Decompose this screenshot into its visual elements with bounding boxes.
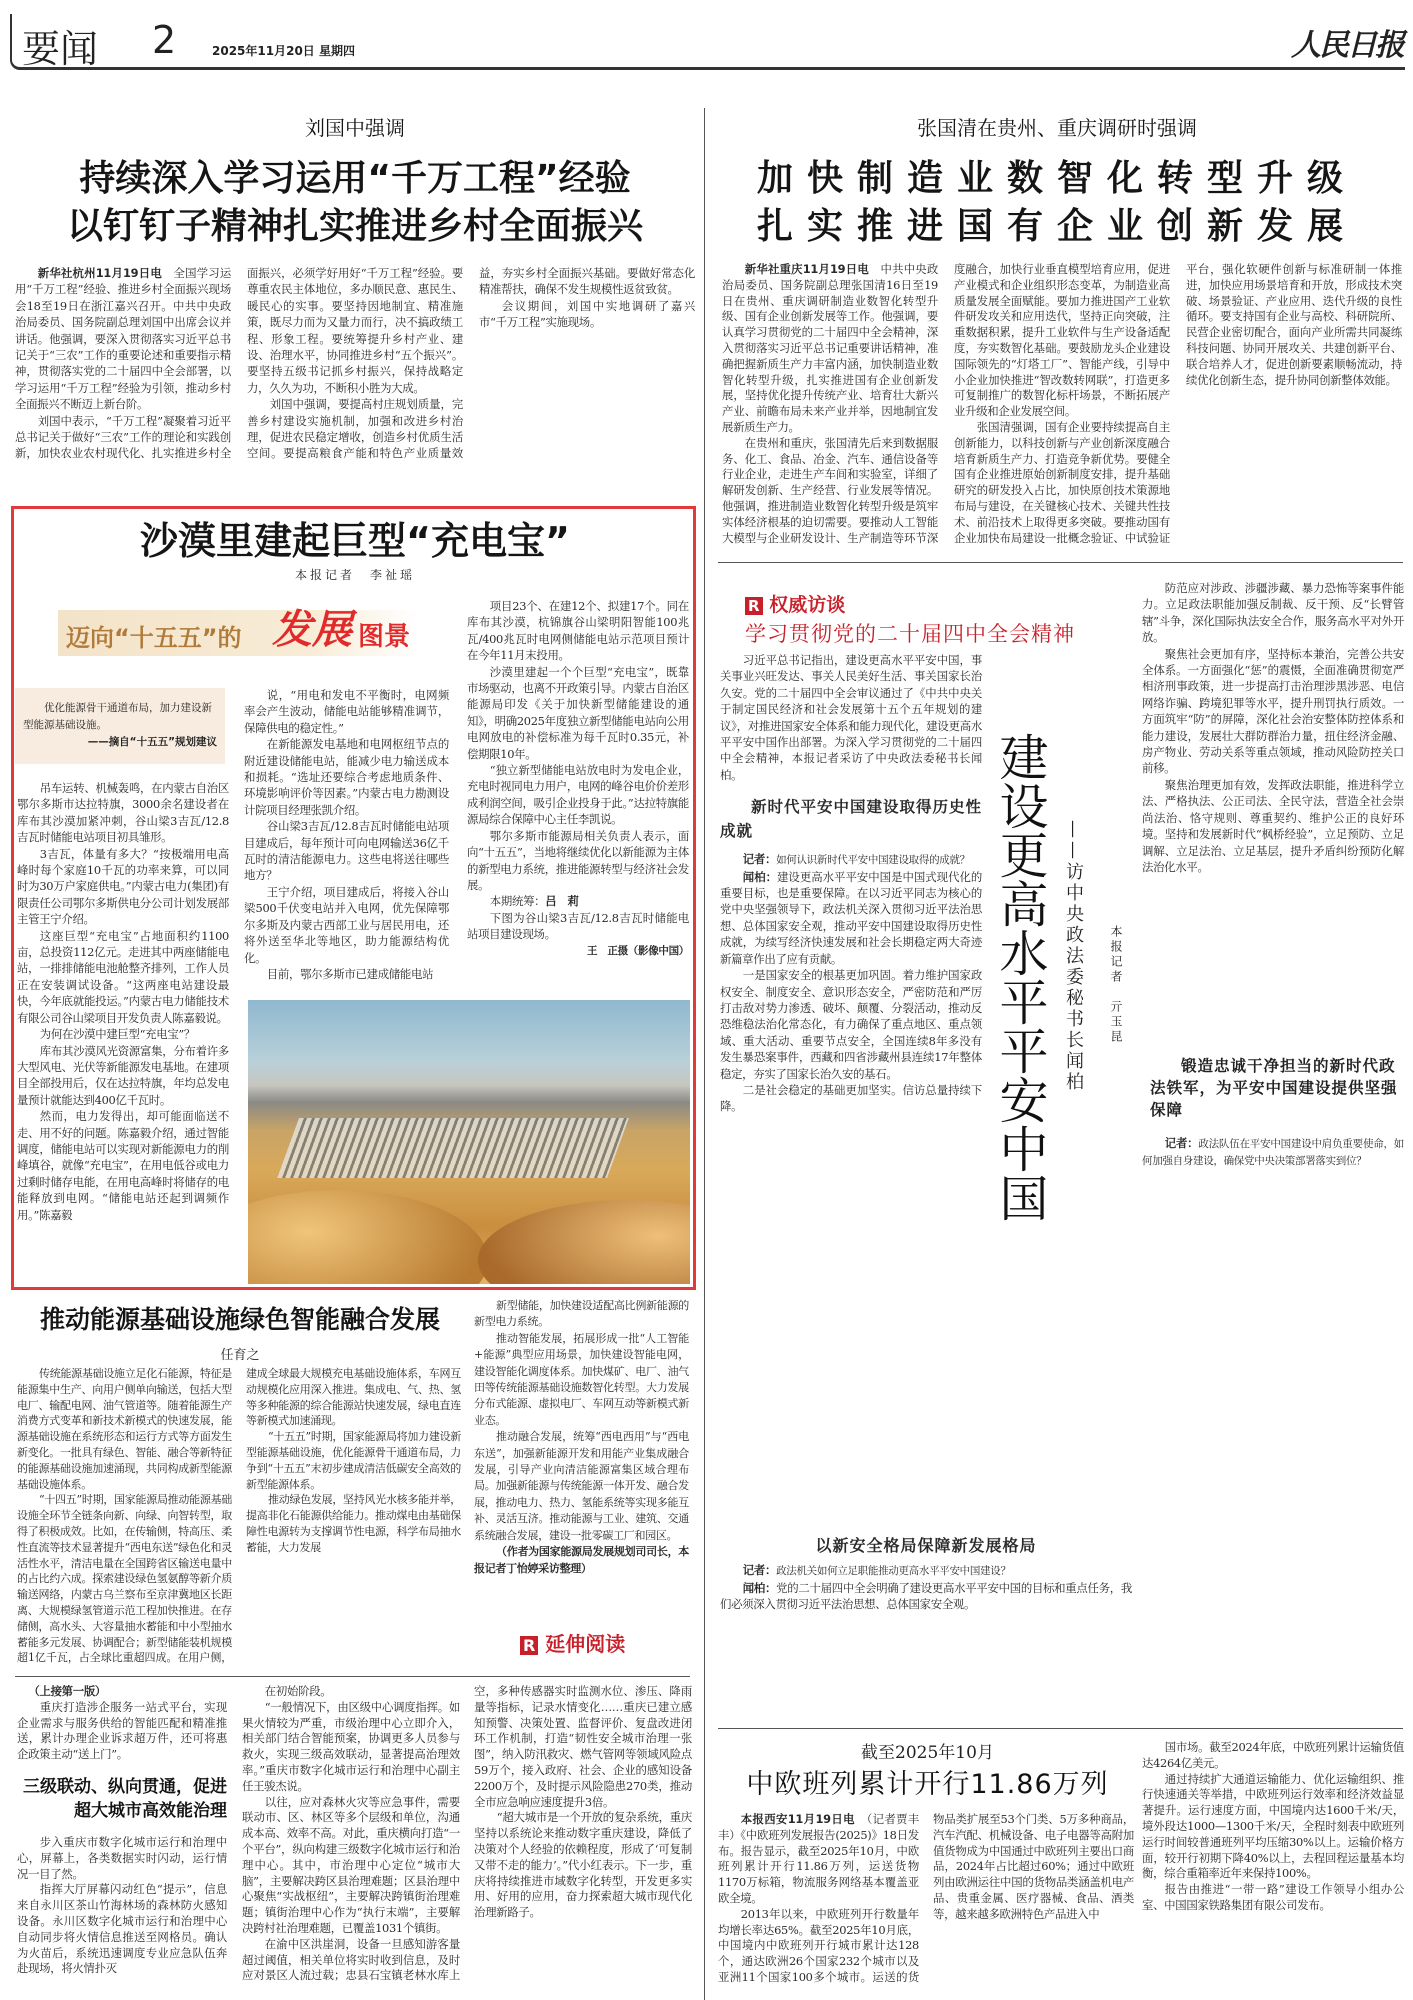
interview-subhead-3: 锻造忠诚干净担当的新时代政法铁军，为平安中国建设提供坚强保障 — [1150, 1057, 1398, 1119]
paragraph: 3吉瓦，体量有多大？“按极端用电高峰时每个家庭10千瓦的功率来算，可以同时为30万户家庭供电。”内蒙古电力(集团)有限责任公司鄂尔多斯供电分公司计划发展部主管王宁介绍。 — [17, 846, 229, 927]
paragraph: 谷山梁3吉瓦/12.8吉瓦时储能电站项目建成后，每年预计可向电网输送36亿千瓦时的清洁能源电力。这些电将送往哪些地方？ — [244, 819, 449, 883]
newspaper-logo: 人民日报 — [1291, 28, 1403, 63]
interview-right-lower — [1142, 1135, 1404, 1715]
paragraph: 张国清强调，国有企业要持续提高自主创新能力，以科技创新与产业创新深度融合培育新质生产力、打造竞争新优势。要健全国有企业推进原始创新制度安排，提升基础研究的研发投入占比，加快原创技术策源地布局与建设，在关键核心技术、关键共性技术、前沿技术上取得更多突破。要推动国有企业加快布局建设一批概念验证、中试验证平台，强化软硬件创新与标准研制一体推进，加快应用场景培育和开放，形成技术突破、场景验证、产业应用、迭代升级的良性循环。要支持国有企业与高校、科研院所、民营企业密切配合，面向产业所需共同凝练科技问题、协同开展攻关、共建创新平台、联合培养人才，促进创新要素顺畅流动，持续优化创新生态，提升协同创新整体效能。 — [954, 262, 1402, 545]
interview-column-tag — [745, 590, 845, 617]
paragraph: 在新能源发电基地和电网枢纽节点的附近建设储能电站，能减少电力输送成本和损耗。“选址还要综合考虑地质条件、环境影响评价等因素。”内蒙古电力勘测设计院项目经理张凯介绍。 — [244, 737, 449, 817]
center-divider — [704, 108, 705, 2000]
energy-headline: 推动能源基础设施绿色智能融合发展 — [39, 1305, 440, 1334]
interview-right-col — [1142, 580, 1404, 1050]
page-number: 2 — [152, 18, 177, 62]
energy-col-3-text — [474, 1298, 689, 1544]
interview-title: 建设更高水平平安中国 — [992, 732, 1049, 1222]
paragraph: “独立新型储能电站放电时为发电企业，充电时视同电力用户，电网的峰谷电价价差形成利润空间，吸引企业投身于此。”达拉特旗能源局综合保障中心主任李凯说。 — [467, 763, 689, 827]
interview-subhead-2: 以新安全格局保障新发展格局 — [815, 1536, 1037, 1555]
zhang-kicker: 张国清在贵州、重庆调研时强调 — [917, 116, 1197, 140]
paragraph: 这座巨型“充电宝”占地面积约1100亩，总投资112亿元。走进其中两座储能电站，一排排储能电池舱整齐排列，工作人员正在安装调试设备。“这两座电站建设最快，今年底就能投运。”内蒙古电力储能技术有限公司谷山梁项目开发负责人陈嘉毅说。 — [17, 928, 229, 1025]
paragraph: 防范应对涉政、涉疆涉藏、暴力恐怖等案事件能力。立足政法职能加强反制裁、反干预、反“长臂管辖”斗争，深化国际执法安全合作，服务高水平对外开放。 — [1142, 581, 1404, 645]
desert-col-1 — [17, 780, 229, 1285]
zhang-body — [722, 262, 1402, 558]
liu-headline-2: 以钉钉子精神扎实推进乡村全面振兴 — [66, 206, 643, 247]
liu-body — [15, 265, 695, 465]
photo-credit: 王 正摄（影像中国） — [587, 944, 689, 957]
paragraph: 本报西安11月19日电 （记者贾丰丰）《中欧班列发展报告(2025)》18日发布。报告显示，截至2025年10月，中欧班列累计开行11.86万列，运送货物1170万标箱，物流服务网络基本覆盖亚欧全境。 — [718, 1812, 919, 1905]
paragraph: 推动绿色发展，坚持风光水核多能并举，提高非化石能源供给能力。推动煤电由基础保障性电源转为支撑调节性电源，科学布局抽水蓄能，大力发展 — [246, 1493, 461, 1554]
zhang-headline-1: 加快制造业数智化转型升级 — [756, 158, 1357, 199]
paragraph: 2013年以来，中欧班列开行数量年均增长率达65%。截至2025年10月底，中国境内中欧班列开行城市累计达128个，通达欧洲26个国家232个城市以及亚洲11个国家100多个城市。运送的货物品类扩展至53个门类、5万多种商品，汽车汽配、机械设备、电子电器等高附加值货物成为中国通过中欧班列主要出口商品，2024年占比超过60%；通过中欧班列由欧洲运往中国的货物品类涵盖机电产品、贵重金属、医疗器械、食品、酒类等，越来越多欧洲特色产品进入中 — [718, 1812, 1134, 1984]
r-badge-icon: R — [745, 597, 763, 615]
chongqing-col-1a — [17, 1700, 227, 1763]
interview-intro — [720, 652, 982, 783]
paragraph: 吊车运转、机械轰鸣，在内蒙古自治区鄂尔多斯市达拉特旗，3000余名建设者在库布其沙漠加紧冲刺，谷山梁3吉瓦/12.8吉瓦时储能电站项目初具雏形。 — [17, 781, 229, 845]
zhang-headline-2: 扎实推进国有企业创新发展 — [756, 206, 1357, 247]
column-name: 权威访谈 — [769, 594, 846, 616]
energy-body — [17, 1366, 461, 1672]
interview-series: 学习贯彻党的二十届四中全会精神 — [745, 622, 1075, 646]
railway-kicker: 截至2025年10月 — [861, 1743, 994, 1763]
paragraph: 说，“用电和发电不平衡时，电网频率会产生波动，储能电站能够精准调节，保障供电的稳定性。” — [244, 688, 449, 735]
desert-byline: 本报记者 李祉瑶 — [294, 568, 415, 582]
paragraph: 目前，鄂尔多斯市已建成储能电站 — [266, 966, 434, 981]
paragraph: 传统能源基础设施立足化石能源，特征是能源集中生产、向用户侧单向输送，包括大型电厂、输配电网、油气管道等。随着能源生产消费方式变革和新技术新模式的快速发展，能源基础设施在系统形态和运行方式等方面发生新变化。一批具有绿色、智能、融合等新特征的能源基础设施加速涌现，共同构成新型能源基础设施体系。 — [17, 1367, 232, 1491]
photo-caption: 下图为谷山梁3吉瓦/12.8吉瓦时储能电站项目建设现场。 — [467, 910, 689, 942]
desert-headline: 沙漠里建起巨型“充电宝” — [140, 519, 570, 563]
divider — [718, 562, 1403, 563]
paragraph: 步入重庆市数字化城市运行和治理中心，屏幕上，各类数据实时闪动，运行情况一目了然。 — [17, 1834, 227, 1881]
paragraph: “十五五”时期，国家能源局将加力建设新型能源基础设施，优化能源骨干通道布局，力争到“十五五”末初步建成清洁低碳安全高效的新型能源体系。 — [246, 1430, 461, 1491]
paragraph: 推动智能发展，拓展形成一批“人工智能+能源”典型应用场景，加快建设智能电网，建设智能化调度体系。加快煤矿、电厂、油气田等传统能源基础设施数智化转型。大力发展分布式能源、虚拟电厂、车网互动等新模式新业态。 — [474, 1331, 689, 1427]
extended-reading-text: 延伸阅读 — [545, 1632, 626, 1656]
section-name: 要闻 — [22, 27, 99, 71]
paragraph: 库布其沙漠风光资源富集，分布着许多大型风电、光伏等新能源发电基地。在建项目全部投用后，仅在达拉特旗，年均总发电量预计就能达到400亿千瓦时。 — [17, 1043, 229, 1107]
paragraph: 新华社杭州11月19日电 全国学习运用“千万工程”经验、推进乡村全面振兴现场会18至19日在浙江嘉兴召开。中共中央政治局委员、国务院副总理刘国中出席会议并讲话。他强调，要深入贯彻落实习近平总书记关于“三农”工作的重要论述和重要指示精神，贯彻落实党的二十届四中全会部署，以学习运用“千万工程”经验为引领，推动乡村全面振兴不断迈上新台阶。 — [15, 266, 231, 412]
chongqing-col-1b — [17, 1835, 227, 1977]
banner-text-1: 迈向“十五五”的 — [66, 624, 242, 652]
editor-name: 吕 莉 — [545, 894, 579, 909]
paragraph: 为何在沙漠中建巨型“充电宝”？ — [39, 1027, 196, 1042]
paragraph: 聚焦社会更加有序，坚持标本兼治，完善公共安全体系。一方面强化“惩”的震慑，全面准确贯彻宽严相济刑事政策，进一步提高打击治理涉黑涉恶、电信网络诈骗、跨境犯罪等水平，提升刑罚执行质效。一方面筑牢“防”的屏障，深化社会治安整体防控体系和能力建设，发展壮大群防群治力量，扭住经济金融、房产物业、劳动关系等重点领域，推动风险防控关口前移。 — [1142, 646, 1404, 776]
answer-1 — [720, 869, 982, 1115]
quote-box — [15, 688, 225, 764]
sand-dune — [248, 1190, 488, 1284]
series-banner — [58, 607, 418, 656]
chongqing-col-1 — [17, 1684, 227, 1998]
chongqing-body — [242, 1684, 692, 1998]
paragraph: 在初始阶段。 — [264, 1684, 332, 1698]
paragraph: 沙漠里建起一个个巨型“充电宝”，既靠市场驱动，也离不开政策引导。内蒙古自治区能源局印发《关于加快新型储能建设的通知》，明确2025年度独立新型储能电站向公用电网放电的补偿标准为每千瓦时0.35元，补偿期限10年。 — [467, 664, 689, 761]
paragraph: 会议期间，刘国中实地调研了嘉兴市“千万工程”实施现场。 — [479, 298, 695, 330]
energy-col-3 — [474, 1298, 689, 1608]
interview-left-lower — [720, 1530, 1132, 1720]
divider — [718, 1728, 1403, 1729]
paragraph: 一是国家安全的根基更加巩固。着力维护国家政权安全、制度安全、意识形态安全，严密防范和严厉打击敌对势力渗透、破坏、颠覆、分裂活动，推动反恐维稳法治化常态化，有力确保了重点地区、重点领域、重大活动、重要节点安全，全国连续8年多没有发生暴恐案事件，西藏和四省涉藏州县连续17年整体稳定，夯实了国家长治久安的基石。 — [720, 968, 982, 1081]
desert-col-2 — [244, 687, 449, 987]
railway-col-3 — [1142, 1740, 1404, 1998]
paragraph: 二是社会稳定的基础更加坚实。信访总量持续下降。 — [720, 1082, 982, 1114]
desert-photo — [248, 1000, 690, 1284]
author-note: （作者为国家能源局发展规划司司长，本报记者丁怡婷采访整理） — [474, 1545, 689, 1575]
r-badge-icon: R — [520, 1636, 538, 1655]
paragraph: 重庆打造涉企服务一站式平台，实现企业需求与服务供给的智能匹配和精准推送，累计办理企业诉求超万件，还可将惠企政策主动“送上门”。 — [17, 1699, 227, 1762]
paragraph: 项目23个、在建12个、拟建17个。同在库布其沙漠，杭锦旗谷山梁明阳智能100兆瓦/400兆瓦时电网侧储能电站示范项目预计在今年11月末投用。 — [467, 599, 689, 663]
divider — [15, 1676, 690, 1677]
interview-left-col — [720, 652, 982, 1242]
paragraph: 闻柏：党的二十届四中全会明确了建设更高水平平安中国的目标和重点任务，我们必须深入贯彻习近平法治思想、总体国家安全观。 — [720, 1580, 1132, 1612]
banner-text-3: 图景 — [358, 622, 411, 652]
paragraph: 指挥大厅屏幕闪动红色“提示”，信息来自永川区茶山竹海林场的森林防火感知设备。永川区数字化城市运行和治理中心自动同步将火情信息推送至网格员。确认为火苗后，系统迅速调度专业应急队伍奔赴现场，将火情扑灭 — [17, 1882, 227, 1976]
masthead — [10, 14, 1405, 70]
extended-reading-label — [520, 1628, 625, 1657]
paragraph: “十四五”时期，国家能源局推动能源基础设施全环节全链条向新、向绿、向智转型，取得了积极成效。比如，在传输侧，特高压、柔性直流等技术显著提升“西电东送”绿色化和灵活性水平，清洁电量在全国跨省区输送电量中的占比约六成。探索建设绿色氢氨醇等新介质输送网络，内蒙古乌兰察布至京津冀地区长距离、大规模绿氢管道示范工程加快推进。在存储侧，高水头、大容量抽水蓄能和中小型抽水蓄能多元发展、协调配合；新型储能装机规模超1亿千瓦，占全球比重超四成。在用户侧，建成全球最大规模充电基础设施体系，车网互动规模化应用深入推进。集成电、气、热、氢等多种能源的综合能源站快速发展，绿电直连等新模式加速涌现。 — [17, 1367, 461, 1665]
energy-byline: 任育之 — [220, 1348, 260, 1363]
paragraph: 以往，应对森林火灾等应急事件，需要联动市、区、林区等多个层级和单位，沟通成本高、效率不高。对此，重庆横向打造“一个平台”，纵向构建三级数字化城市运行和治理中心。其中，市治理中心定位“城市大脑”，主要解决跨区县治理难题；区县治理中心聚焦“实战枢纽”，主要解决跨镇街治理难题；镇街治理中心作为“执行末端”，主要解决跨村社治理难题，已覆盖1031个镇街。 — [242, 1794, 460, 1935]
railway-body — [718, 1812, 1134, 1998]
interview-subtitle: ——访中央政法委秘书长闻柏 — [1063, 820, 1084, 1093]
paragraph: 刘国中表示，“千万工程”凝聚着习近平总书记关于做好“三农”工作的理论和实践创新，加快农业农村现代化、扎实推进乡村全面振兴，必须学好用好“千万工程”经验。要尊重农民主体地位，多办顺民意、惠民生、暖民心的实事。要坚持因地制宜、精准施策，既尽力而为又量力而行，决不搞政绩工程、形象工程。要统筹提升乡村产业、建设、治理水平，协同推进乡村“五个振兴”。要坚持五级书记抓乡村振兴，保持战略定力，久久为功，不断积小胜为大成。 — [15, 266, 463, 461]
continued-label: （上接第一版） — [28, 1684, 107, 1698]
liu-headline-1: 持续深入学习运用“千万工程”经验 — [79, 158, 631, 199]
interview-byline: 本报记者 亓玉昆 — [1109, 925, 1123, 1045]
paragraph: “超大城市是一个开放的复杂系统，重庆坚持以系统论来推动数字重庆建设，降低了决策对个人经验的依赖程度，形成了‘可复制又带不走的能力’。”代小红表示。下一步，重庆将持续推进市域数字化转型，开发更多实用、好用的应用，奋力探索超大城市现代化治理新路子。 — [474, 1810, 692, 1920]
question-2: 记者：政法机关如何立足职能推动更高水平平安中国建设？ — [742, 1563, 1011, 1578]
paragraph: 报告由推进“一带一路”建设工作领导小组办公室、中国国家铁路集团有限公司发布。 — [1142, 1882, 1404, 1912]
battery-array — [277, 1118, 629, 1178]
banner-text-2: 发展 — [272, 607, 352, 653]
paragraph: 聚焦治理更加有效，发挥政法职能，推进科学立法、严格执法、公正司法、全民守法，营造全社会崇尚法治、恪守规则、尊重契约、维护公正的良好环境。坚持和发展新时代“枫桥经验”，立足预防、立足调解、立足法治、立足基层，提升矛盾纠纷预防化解法治化水平。 — [1142, 777, 1404, 874]
editor-label: 本期统筹： — [489, 894, 546, 909]
quote-text: 优化能源骨干通道布局，加力建设新型能源基础设施。 — [23, 702, 212, 731]
paragraph: 闻柏：建设更高水平平安中国是中国式现代化的重要目标，也是重要保障。在以习近平同志为核心的党中央坚强领导下，政法机关深入贯彻习近平法治思想、总体国家安全观，推动平安中国建设取得历史性成就，为续写经济快速发展和社会长期稳定两大奇迹新篇章作出了应有贡献。 — [720, 869, 982, 966]
question-1: 记者：如何认识新时代平安中国建设取得的成就？ — [742, 852, 970, 867]
paragraph: 新华社重庆11月19日电 中共中央政治局委员、国务院副总理张国清16日至19日在贵州、重庆调研制造业数智化转型升级、国有企业创新发展等工作。他强调，要认真学习贯彻党的二十届四中全会精神，深入贯彻落实习近平总书记重要讲话精神，准确把握新质生产力丰富内涵，加快制造业数智化转型升级，扎实推进国有企业创新发展，坚持优化提升传统产业、培育壮大新兴产业、前瞻布局未来产业并举，因地制宜发展新质生产力。 — [722, 262, 938, 434]
interview-subhead-1: 新时代平安中国建设取得历史性成就 — [720, 798, 982, 841]
question-3: 记者：政法队伍在平安中国建设中肩负重要使命，如何加强自身建设，确保党中央决策部署落实到位？ — [1142, 1136, 1404, 1168]
issue-date: 2025年11月20日 星期四 — [212, 44, 355, 58]
paragraph: 推动融合发展，统筹“西电西用”与“西电东送”，加强新能源开发和用能产业集成融合发展，引导产业向清洁能源富集区域合理布局。加强新能源与传统能源一体开发、融合发展，推动电力、热力、氢能系统等实现多能互补、灵活互济。推动能源与工业、建筑、交通系统融合发展，建设一批零碳工厂和园区。 — [474, 1430, 689, 1542]
sand-dune — [478, 1200, 690, 1284]
desert-col-3-text — [467, 598, 689, 893]
paragraph: 王宁介绍，项目建成后，将接入谷山梁500千伏变电站并入电网，优先保障鄂尔多斯及内蒙古西部工业与居民用电，还将外送至华北等地区，助力能源结构优化。 — [244, 884, 449, 965]
paragraph: 国市场。截至2024年底，中欧班列累计运输货值达4264亿美元。 — [1142, 1740, 1404, 1770]
paragraph: 鄂尔多斯市能源局相关负责人表示，面向“十五五”，当地将继续优化以新能源为主体的新型电力系统，推进能源转型与经济社会发展。 — [467, 828, 689, 892]
paragraph: 然而，电力发得出，却可能面临送不走、用不好的问题。陈嘉毅介绍，通过智能调度，储能电站可以实现对新能源电力的削峰填谷，就像“充电宝”，在用电低谷或电力过剩时储存电能，在用电高峰时将储存的电能释放到电网。“储能电站还起到调频作用。”陈嘉毅 — [17, 1109, 229, 1222]
answer-2 — [720, 1580, 1132, 1613]
paragraph: 习近平总书记指出，建设更高水平平安中国，事关事业兴旺发达、事关人民美好生活、事关国家长治久安。党的二十届四中全会审议通过了《中共中央关于制定国民经济和社会发展第十五个五年规划的建议》，对推进国家安全体系和能力现代化，建设更高水平平安中国作出部署。为深入学习贯彻党的二十届四中全会精神，本报记者采访了中央政法委秘书长闻柏。 — [720, 653, 982, 782]
paragraph: “一般情况下，由区级中心调度指挥。如果火情较为严重，市级治理中心立即介入，相关部门结合智能预案，协调更多人员参与救火，实现三级高效联动，显著提高治理效率。”重庆市数字化城市运行和治理中心副主任王骏杰说。 — [242, 1699, 460, 1793]
liu-kicker: 刘国中强调 — [305, 116, 405, 140]
quote-source: ——摘自“十五五”规划建议 — [87, 736, 217, 748]
paragraph: 在渝中区洪崖洞，设备一旦感知游客量超过阈值，相关单位将实时收到信息，及时应对景区人流过载；忠县石宝镇老林水库上空，多种传感器实时监测水位、渗压、降雨量等指标，记录水情变化……重庆已建立感知预警、决策处置、监督评价、复盘改进闭环工作机制，打造“韧性安全城市治理一张图”，纳入防汛救灾、燃气管网等领域风险点59万个，接入政府、社会、企业的感知设备2200万个，及时提示风险隐患270类，推动全市应急响应速度提升3倍。 — [242, 1684, 692, 1983]
chongqing-subhead: 三级联动、纵向贯通，促进超大城市高效能治理 — [23, 1776, 227, 1821]
paragraph: 在贵州和重庆，张国清先后来到数据服务、化工、食品、冶金、汽车、通信设备等行业企业，走进生产车间和实验室，详细了解研发创新、生产经营、行业发展等情况。他强调，推进制造业数智化转型升级是筑牢实体经济根基的迫切需要。要推动人工智能大模型与企业研发设计、生产制造等环节深度融合，加快行业垂直模型培育应用，促进产业模式和企业组织形态变革，为制造业高质量发展全面赋能。要加力推进国产工业软件研发攻关和应用迭代，坚持正向突破，注重数据积累，提升工业软件与生产设备适配度，夯实数智化基础。要鼓励龙头企业建设国际领先的“灯塔工厂”、智能产线，引导中小企业加快推进“智改数转网联”，打造更多可复制推广的数智化标杆场景，不断拓展产业升级和企业发展空间。 — [722, 262, 1170, 545]
paragraph: 新型储能，加快建设适配高比例新能源的新型电力系统。 — [474, 1299, 689, 1329]
railway-headline: 中欧班列累计开行11.86万列 — [746, 1769, 1109, 1800]
desert-col-3 — [467, 598, 689, 998]
paragraph: 通过持续扩大通道运输能力、优化运输组织、推行快速通关等举措，中欧班列运行效率和经济效益显著提升。运行速度方面，中国境内达1600千米/天，境外段达1000—1300千米/天，全程时刻表中欧班列运行时间较普通班列平均压缩30%以上。运输价格方面，较开行初期下降40%以上，去程回程运量基本均衡，综合重箱率近年来保持100%。 — [1142, 1771, 1404, 1881]
paragraph: 刘国中强调，要提高村庄规划质量，完善乡村建设实施机制，加强和改进乡村治理，促进农民稳定增收，创造乡村优质生活空间。要提高粮食产能和特色产业质量效益，夯实乡村全面振兴基础。要做好常态化精准帮扶，确保不发生规模性返贫致贫。 — [247, 266, 695, 461]
